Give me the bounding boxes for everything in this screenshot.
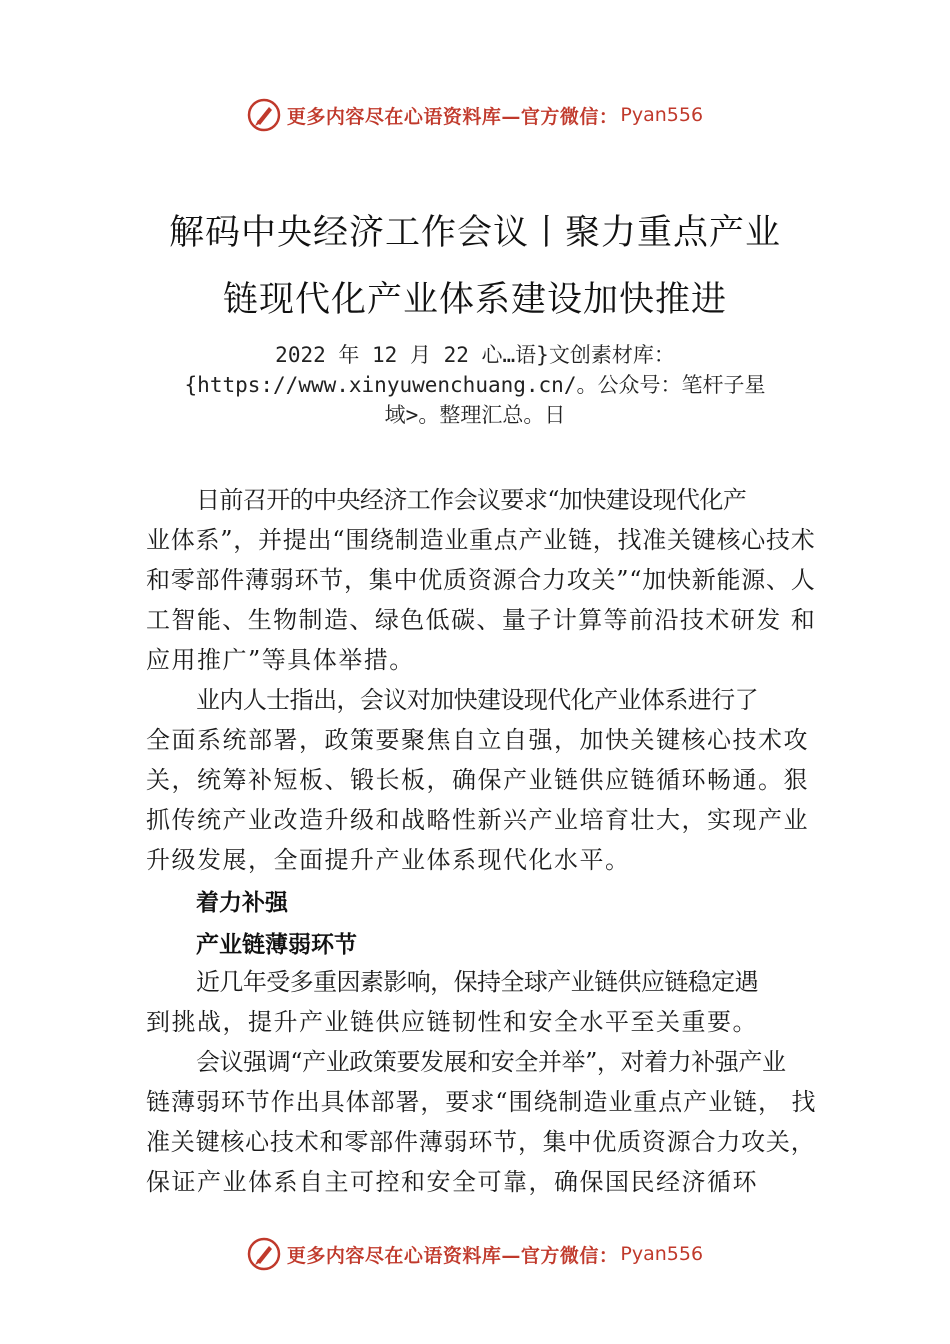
paragraph-line: 近几年受多重因素影响，保持全球产业链供应链稳定遇 — [196, 968, 758, 996]
source-line-1: 2022 年 12 月 22 心…语}文创素材库： — [275, 343, 675, 367]
pen-logo-icon — [247, 98, 281, 132]
section-heading-1: 着力补强 — [196, 890, 288, 916]
watermark-banner-top — [0, 93, 950, 137]
banner-wechat-id: Pyan556 — [620, 104, 704, 126]
paragraph-line: 准关键核心技术和零部件薄弱环节，集中优质资源合力攻关， — [146, 1128, 816, 1156]
paragraph-line: 全面系统部署，政策要聚焦自立自强，加快关键核心技术攻 — [146, 726, 809, 754]
paragraph-line: 链薄弱环节作出具体部署，要求“围绕制造业重点产业链， 找 — [146, 1088, 817, 1116]
paragraph-line: 升级发展，全面提升产业体系现代化水平。 — [146, 846, 631, 874]
paragraph-line: 抓传统产业改造升级和战略性新兴产业培育壮大，实现产业 — [146, 806, 809, 834]
source-line-2: {https://www.xinyuwenchuang.cn/。公众号：笔杆子星 — [184, 373, 766, 397]
paragraph-line: 应用推广”等具体举措。 — [146, 646, 415, 674]
paragraph-line: 业体系”，并提出“围绕制造业重点产业链，找准关键核心技术 — [146, 526, 816, 554]
paragraph-line: 到挑战，提升产业链供应链韧性和安全水平至关重要。 — [146, 1008, 758, 1036]
paragraph-line: 工智能、生物制造、绿色低碳、量子计算等前沿技术研发 和 — [146, 606, 817, 634]
paragraph-line: 保证产业体系自主可控和安全可靠，确保国民经济循环 — [146, 1168, 758, 1196]
section-heading-2: 产业链薄弱环节 — [196, 932, 357, 958]
watermark-banner-bottom — [0, 1232, 950, 1276]
banner-text: 更多内容尽在心语资料库—官方微信： — [286, 1244, 619, 1267]
document-title-line-2: 链现代化产业体系建设加快推进 — [222, 280, 727, 320]
source-line-3: 域>。整理汇总。日 — [384, 403, 566, 427]
banner-wechat-id: Pyan556 — [620, 1243, 704, 1265]
paragraph-line: 关，统筹补短板、锻长板，确保产业链供应链循环畅通。狠 — [146, 766, 809, 794]
banner-text: 更多内容尽在心语资料库—官方微信： — [286, 105, 619, 128]
pen-logo-icon — [247, 1237, 281, 1271]
paragraph-line: 和零部件薄弱环节，集中优质资源合力攻关”“加快新能源、人 — [146, 566, 816, 594]
paragraph-line: 日前召开的中央经济工作会议要求“加快建设现代化产 — [196, 486, 747, 514]
paragraph-line: 会议强调“产业政策要发展和安全并举”，对着力补强产业 — [196, 1048, 786, 1076]
paragraph-line: 业内人士指出，会议对加快建设现代化产业体系进行了 — [196, 686, 758, 714]
document-title-line-1: 解码中央经济工作会议丨聚力重点产业 — [168, 213, 781, 253]
